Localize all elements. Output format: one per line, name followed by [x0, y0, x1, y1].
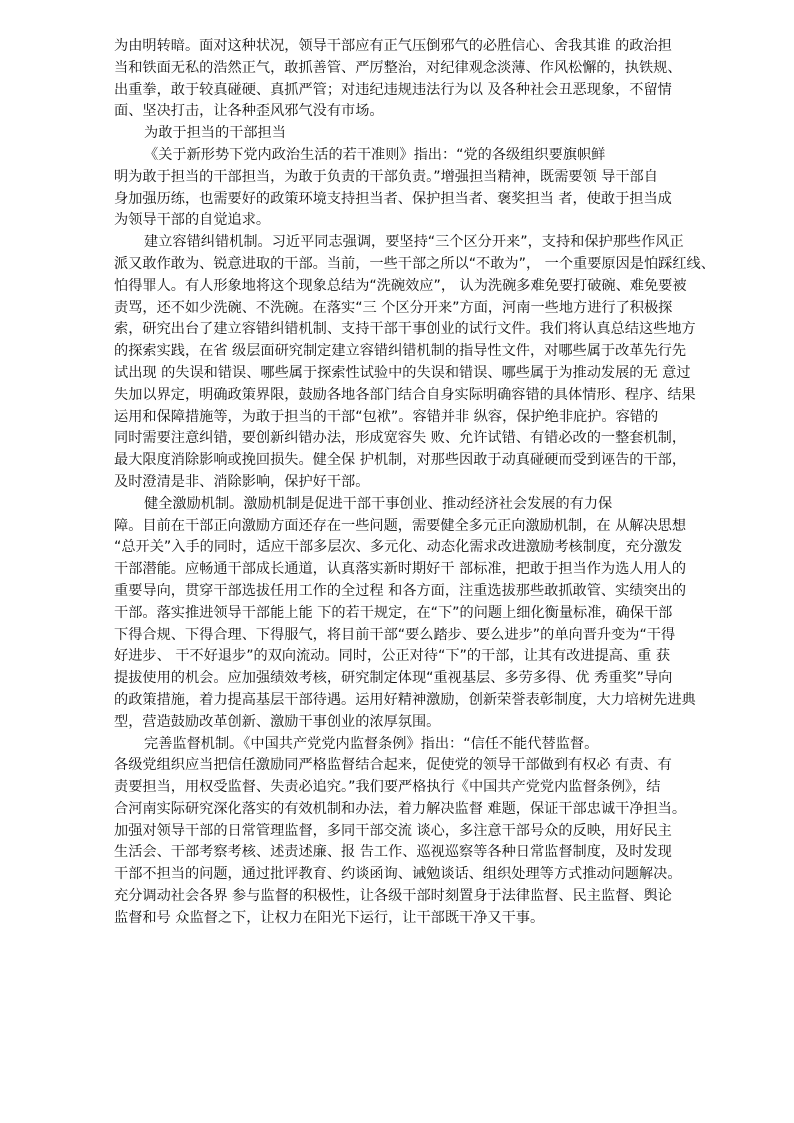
text-line: 各级党组织应当把信任激励同严格监督结合起来，促使党的领导干部做到有权必 有责、有 — [114, 757, 672, 774]
text-line: 生活会、干部考察考核、述责述廉、报 告工作、巡视巡察等各种日常监督制度，及时发现 — [114, 844, 672, 861]
document-page — [114, 36, 715, 930]
text-line: 好进步、 干不好退步”的双向流动。同时，公正对待“下”的干部，让其有改进提高、重 获 — [114, 648, 671, 665]
text-line: 出重拳，敢于较真碰硬、真抓严管；对违纪违规违法行为以 及各种社会丑恶现象，不留情 — [114, 81, 672, 98]
text-line: 型，营造鼓励改革创新、激励干事创业的浓厚氛围。 — [114, 713, 441, 730]
para-fault-tolerance — [114, 232, 715, 494]
text-line: 干部潜能。应畅通干部成长通道，认真落实新时期好干 部标准，把敢于担当作为选人用人的 — [114, 561, 687, 578]
text-line: 的政策措施，着力提高基层干部待遇。运用好精神激励，创新荣誉表彰制度，大力培树先进典 — [114, 691, 696, 708]
para-incentive — [114, 494, 694, 734]
para-intro-continued — [114, 36, 694, 123]
para-supervision — [114, 734, 694, 930]
text-line: 重要导向，贯穿干部选拔任用工作的全过程 和各方面，注重选拔那些敢抓敢管、实绩突出的 — [114, 582, 687, 599]
text-line: 身加强历练，也需要好的政策环境支持担当者、保护担当者、褒奖担当 者，使敢于担当成 — [114, 190, 672, 207]
text-line: 提拔使用的机会。应加强绩效考核，研究制定体现“重视基层、多劳多得、优 秀重奖”导向 — [114, 670, 673, 687]
text-line: 及时澄清是非、消除影响，保护好干部。 — [114, 473, 370, 490]
text-line: 建立容错纠错机制。习近平同志强调，要坚持“三个区分开来”，支持和保护那些作风正 — [144, 234, 684, 251]
text-line: 明为敢于担当的干部担当，为敢于负责的干部负责。”增强担当精神，既需要领 导干部自 — [114, 168, 658, 185]
text-line: 运用和保障措施等，为敢于担当的干部“包袱”。容错并非 纵容，保护绝非庇护。容错的 — [114, 408, 659, 425]
text-line: 为由明转暗。面对这种状况，领导干部应有正气压倒邪气的必胜信心、舍我其谁 的政治担 — [114, 38, 672, 54]
text-line: 同时需要注意纠错，要创新纠错办法，形成宽容失 败、允许试错、有错必改的一整套机制， — [114, 430, 687, 447]
section-heading — [114, 123, 694, 145]
text-line: 加强对领导干部的日常管理监督，多同干部交流 谈心，多注意干部号众的反映，用好民主 — [114, 822, 672, 839]
text-line: 《关于新形势下党内政治生活的若干准则》指出：“党的各级组织要旗帜鲜 — [144, 146, 606, 163]
text-line: “总开关”入手的同时，适应干部多层次、多元化、动态化需求改进激励考核制度，充分激发 — [114, 539, 683, 556]
text-line: 障。目前在干部正向激励方面还存在一些问题，需要健全多元正向激励机制，在 从解决思想 — [114, 517, 687, 534]
para-guidelines — [114, 145, 694, 232]
text-line: 索，研究出台了建立容错纠错机制、支持干部干事创业的试行文件。我们将认真总结这些地方 — [114, 321, 696, 338]
text-line: 下得合规、下得合理、下得服气，将目前干部“要么踏步、要么进步”的单向晋升变为“干得 — [114, 626, 676, 643]
text-line: 派又敢作敢为、锐意进取的干部。当前，一些干部之所以“不敢为”， 一个重要原因是怕踩红线、 — [114, 255, 715, 272]
text-line: 监督和号 众监督之下，让权力在阳光下运行，让干部既干净又干事。 — [114, 909, 545, 926]
text-line: 责骂，还不如少洗碗、不洗碗。在落实“三 个区分开来”方面，河南一些地方进行了积极探 — [114, 299, 673, 316]
text-line: 合河南实际研究深化落实的有效机制和办法，着力解决监督 难题，保证干部忠诚干净担当。 — [114, 800, 687, 817]
text-line: 干部。落实推进领导干部能上能 下的若干规定，在“下”的问题上细化衡量标准，确保干部 — [114, 604, 673, 621]
text-line: 最大限度消除影响或挽回损失。健全保 护机制，对那些因敢于动真碰硬而受到诬告的干部， — [114, 452, 687, 469]
text-line: 健全激励机制。激励机制是促进干部干事创业、推动经济社会发展的有力保 — [144, 495, 613, 512]
text-line: 的探索实践，在省 级层面研究制定建立容错纠错机制的指导性文件，对哪些属于改革先行先 — [114, 343, 687, 360]
text-line: 干部不担当的问题，通过批评教育、约谈函询、诫勉谈话、组织处理等方式推动问题解决。 — [114, 866, 682, 883]
text-line: 面、坚决打击，让各种歪风邪气没有市场。 — [114, 103, 384, 120]
text-line: 责要担当，用权受监督、失责必追究。”我们要严格执行《中国共产党党内监督条例》，结 — [114, 779, 661, 796]
text-line: 当和铁面无私的浩然正气，敢抓善管、严厉整治，对纪律观念淡薄、作风松懈的，执铁规、 — [114, 59, 682, 76]
text-line: 完善监督机制。《中国共产党党内监督条例》指出：“信任不能代替监督。 — [144, 735, 599, 752]
text-line: 充分调动社会各界 参与监督的积极性，让各级干部时刻置身于法律监督、民主监督、舆论 — [114, 888, 672, 905]
text-line: 为敢于担当的干部担当 — [144, 125, 286, 142]
text-line: 为领导干部的自觉追求。 — [114, 212, 271, 229]
text-line: 试出现 的失误和错误、哪些属于探索性试验中的失误和错误、哪些属于为推动发展的无 意过 — [114, 364, 691, 381]
text-line: 怕得罪人。有人形象地将这个现象总结为“洗碗效应”， 认为洗碗多难免要打破碗、难免要被 — [114, 277, 687, 294]
text-line: 失加以界定，明确政策界限，鼓励各地各部门结合自身实际明确容错的具体情形、程序、结果 — [114, 386, 696, 403]
